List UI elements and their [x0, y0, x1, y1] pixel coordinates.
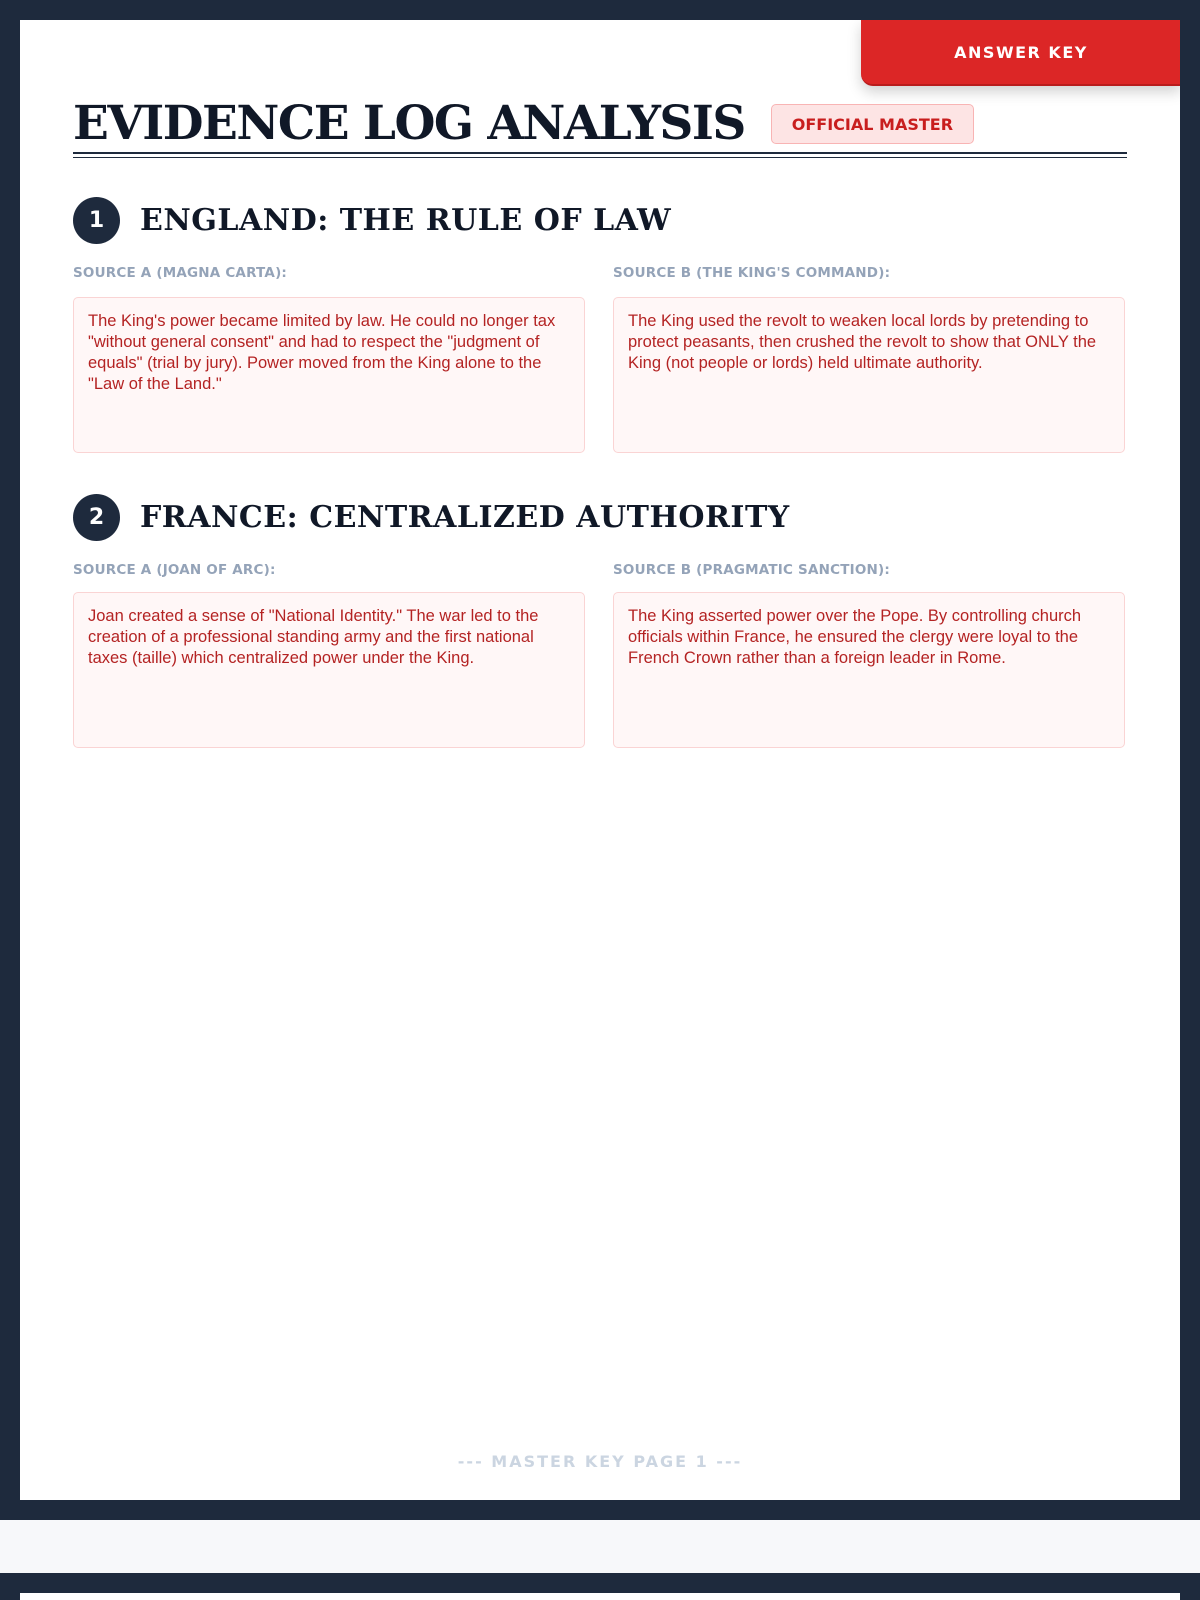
- source-b-answer-box: The King asserted power over the Pope. By controlling church officials within France, he ensured the clergy were loyal to the French Crown rather than a foreign leader in Rome.: [613, 592, 1125, 748]
- source-a-label: SOURCE A (MAGNA CARTA):: [73, 265, 288, 281]
- next-worksheet-page: [20, 1593, 1180, 1600]
- source-b-label: SOURCE B (THE KING'S COMMAND):: [613, 265, 891, 281]
- title-row: [73, 98, 974, 150]
- source-a-answer-box: The King's power became limited by law. He could no longer tax "without general consent" and had to respect the "judgment of equals" (trial by jury). Power moved from the King alone to the "Law of the Land.": [73, 297, 585, 453]
- source-a-label: SOURCE A (JOAN OF ARC):: [73, 562, 276, 578]
- source-a-answer-box: Joan created a sense of "National Identity." The war led to the creation of a professional standing army and the first national taxes (taille) which centralized power under the King.: [73, 592, 585, 748]
- section-title: ENGLAND: THE RULE OF LAW: [140, 203, 672, 238]
- section-number-badge: 1: [73, 197, 120, 244]
- title-divider: [73, 152, 1127, 158]
- section-title: FRANCE: CENTRALIZED AUTHORITY: [140, 500, 790, 535]
- page-footer-note: --- MASTER KEY PAGE 1 ---: [457, 1452, 743, 1471]
- answer-key-tab: ANSWER KEY: [861, 20, 1180, 86]
- next-page-frame: [0, 1573, 1200, 1600]
- source-b-answer-box: The King used the revolt to weaken local lords by pretending to protect peasants, then crushed the revolt to show that ONLY the King (not people or lords) held ultimate authority.: [613, 297, 1125, 453]
- section-france-header: [73, 494, 790, 541]
- source-b-label: SOURCE B (PRAGMATIC SANCTION):: [613, 562, 890, 578]
- section-england-header: [73, 197, 671, 244]
- worksheet-page: [20, 20, 1180, 1500]
- page-title: EVIDENCE LOG ANALYSIS: [73, 96, 745, 151]
- section-number-badge: 2: [73, 494, 120, 541]
- official-master-badge: OFFICIAL MASTER: [771, 104, 974, 144]
